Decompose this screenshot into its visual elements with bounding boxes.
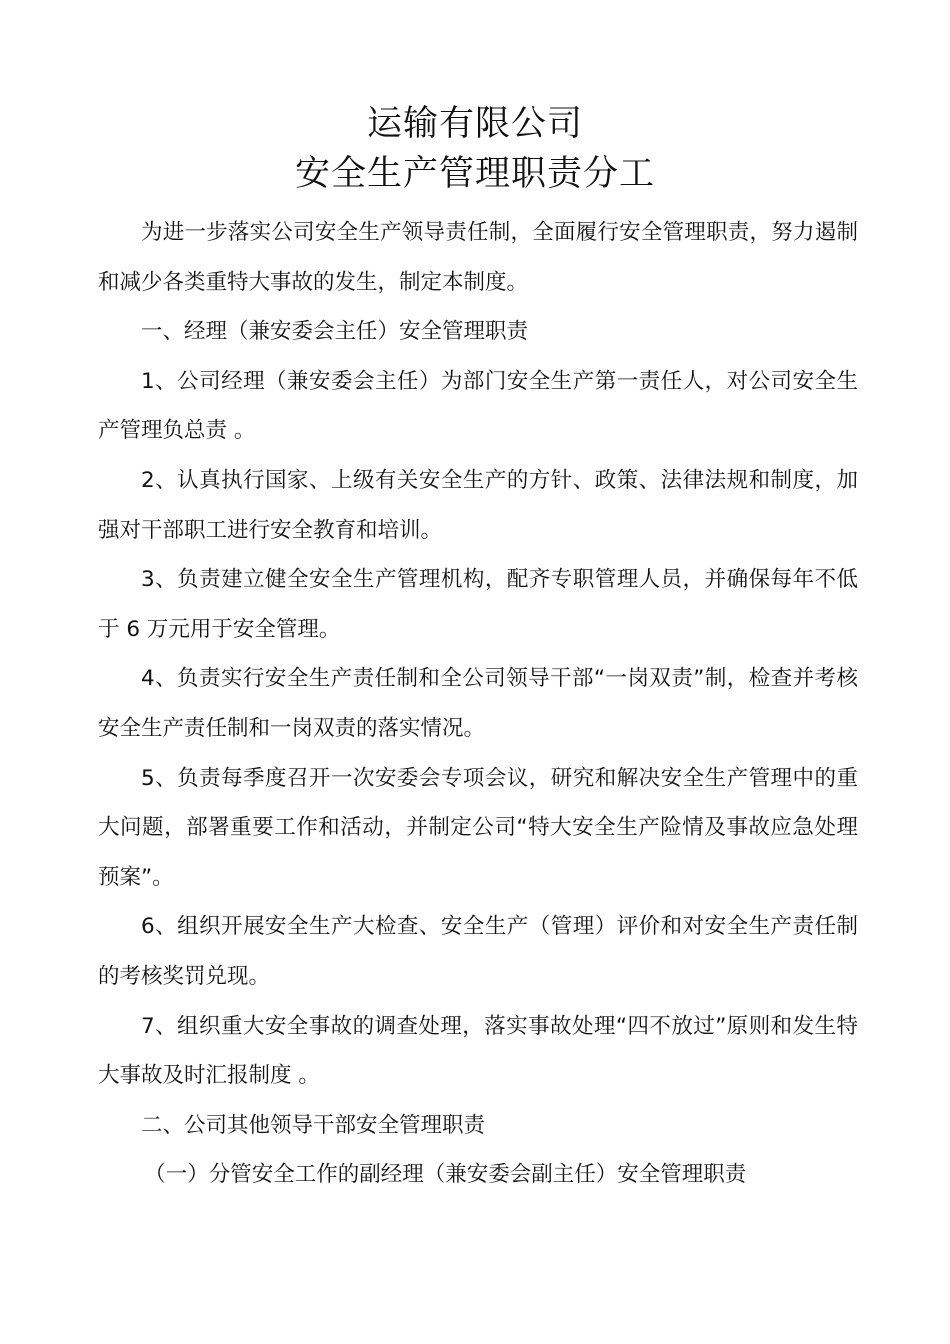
section-heading-1: 一、经理（兼安委会主任）安全管理职责 — [141, 319, 529, 345]
duty-item-1: 1、公司经理（兼安委会主任）为部门安全生产第一责任人，对公司安全生产管理负总责 。 — [98, 368, 858, 444]
document-body — [98, 208, 858, 1200]
duty-item-5: 5、负责每季度召开一次安委会专项会议，研究和解决安全生产管理中的重大问题，部署重要工作和活动，并制定公司“特大安全生产险情及事故应急处理预案”。 — [98, 765, 858, 890]
duty-item-3: 3、负责建立健全安全生产管理机构，配齐专职管理人员，并确保每年不低于 6 万元用于安全管理。 — [98, 567, 858, 642]
intro-paragraph: 为进一步落实公司安全生产领导责任制，全面履行安全管理职责，努力遏制和减少各类重特大事故的发生，制定本制度。 — [98, 220, 858, 295]
duty-item-4: 4、负责实行安全生产责任制和全公司领导干部“一岗双责”制，检查并考核安全生产责任制和一岗双责的落实情况。 — [98, 666, 858, 741]
duty-item-6: 6、组织开展安全生产大检查、安全生产（管理）评价和对安全生产责任制的考核奖罚兑现。 — [98, 914, 858, 989]
duty-item-2: 2、认真执行国家、上级有关安全生产的方针、政策、法律法规和制度，加强对干部职工进行安全教育和培训。 — [98, 467, 858, 543]
document-title-subject: 安全生产管理职责分工 — [294, 154, 655, 194]
subsection-heading-1: （一）分管安全工作的副经理（兼安委会副主任）安全管理职责 — [144, 1162, 747, 1188]
section-heading-2: 二、公司其他领导干部安全管理职责 — [141, 1112, 486, 1138]
duty-item-7: 7、组织重大安全事故的调查处理，落实事故处理“四不放过”原则和发生特大事故及时汇报制度 。 — [98, 1013, 858, 1089]
document-title-company: 运输有限公司 — [366, 104, 583, 144]
